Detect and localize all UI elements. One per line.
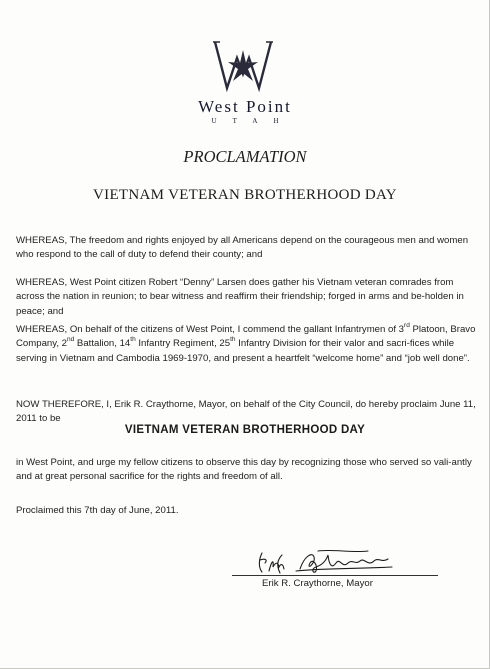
- signature-line: [232, 575, 438, 576]
- whereas-3-text-b: Platoon, Bravo Company, 2: [16, 324, 476, 350]
- ordinal-suffix: th: [230, 336, 236, 344]
- document-title: VIETNAM VETERAN BROTHERHOOD DAY: [93, 187, 397, 203]
- whereas-3-text-d: Infantry Regiment, 25: [135, 338, 231, 350]
- ordinal-suffix: th: [130, 336, 136, 344]
- whereas-3-text-a: WHEREAS, On behalf of the citizens of West Point, I commend the gallant Infantrymen of 3: [16, 324, 405, 335]
- whereas-3-text-e: Infantry Division for their valor and sacri-fices while serving in Vietnam and Cambodia 1969-1970, and present a heartfelt “welcome home” and “job well done”.: [16, 338, 470, 364]
- org-state: UTAH: [211, 117, 295, 125]
- proclaimed-date: Proclaimed this 7th day of June, 2011.: [16, 505, 179, 516]
- whereas-paragraph-1: WHEREAS, The freedom and rights enjoyed by all Americans depend on the courageous men and women who respond to the call of duty to defend their county; and: [16, 235, 469, 261]
- west-point-logo-icon: [213, 36, 273, 94]
- proclaimed-day-name: VIETNAM VETERAN BROTHERHOOD DAY: [124, 424, 366, 436]
- signer-name: Erik R. Craythorne, Mayor: [262, 578, 373, 589]
- org-name: West Point: [198, 97, 292, 116]
- ordinal-suffix: nd: [67, 336, 75, 344]
- whereas-paragraph-2: WHEREAS, West Point citizen Robert “Denny” Larsen does gather his Vietnam veteran comrades from across the nation in reunion; to bear witness and reaffirm their friendship; forged in arms and be-holden in peace; and: [16, 277, 464, 317]
- ordinal-suffix: rd: [404, 321, 410, 329]
- document-type-heading: PROCLAMATION: [183, 147, 307, 166]
- whereas-paragraph-3: [16, 323, 478, 366]
- whereas-3-text-c: Battalion, 14: [74, 338, 131, 350]
- closing-paragraph: in West Point, and urge my fellow citizens to observe this day by recognizing those who served so vali-antly and at great personal sacrifice for the rights and freedom of all.: [16, 457, 472, 483]
- handwritten-signature: [256, 545, 396, 577]
- now-therefore-paragraph: NOW THEREFORE, I, Erik R. Craythorne, Mayor, on behalf of the City Council, do hereby proclaim June 11, 2011 to be: [16, 399, 476, 425]
